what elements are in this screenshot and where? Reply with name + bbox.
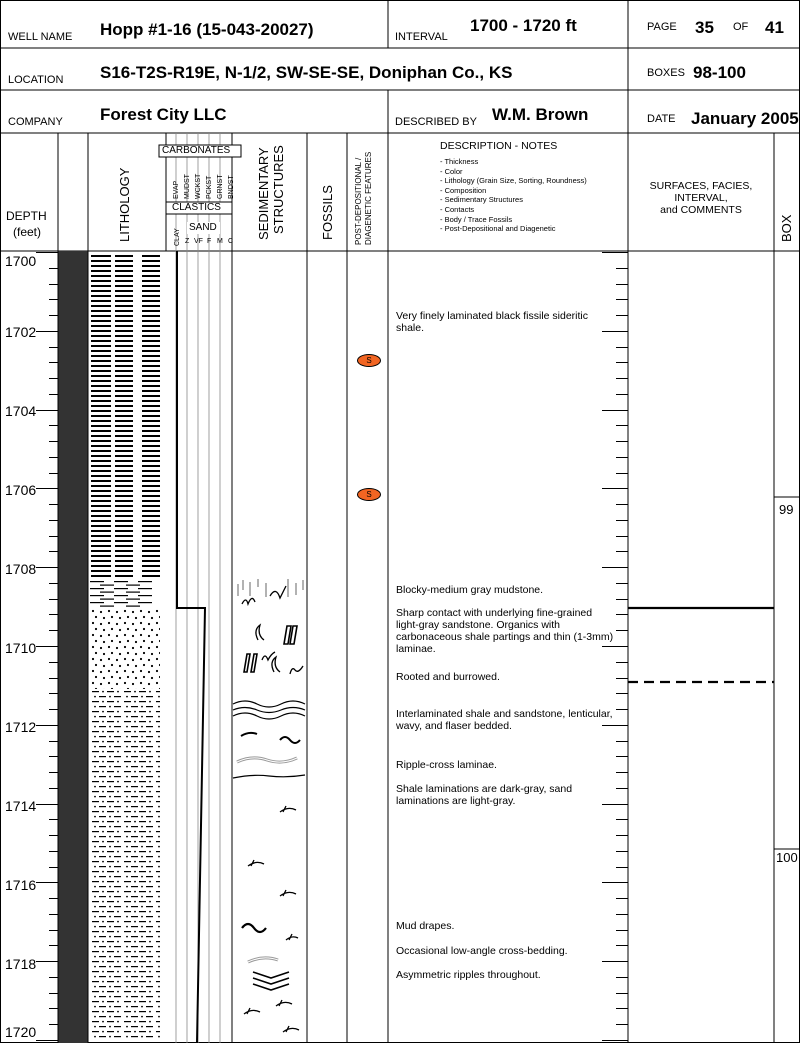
sed-structures-header-2: STRUCTURES	[271, 145, 286, 234]
description-note: Shale laminations are dark-gray, sand laminations are light-gray.	[396, 783, 573, 807]
depth-label: 1704	[5, 403, 37, 419]
depth-label: 1708	[5, 561, 37, 577]
description-note: Very finely laminated black fissile sideritic shale.	[396, 310, 588, 334]
sed-structures-header: SEDIMENTARY	[256, 147, 271, 240]
guide-item: - Contacts	[440, 204, 475, 214]
siderite-marker	[357, 354, 381, 367]
grain-size-m: M	[217, 238, 223, 245]
of-label: OF	[733, 21, 749, 33]
described-by-value: W.M. Brown	[492, 105, 589, 124]
guide-item: - Thickness	[440, 157, 479, 166]
description-guide	[440, 157, 587, 234]
guide-item: - Composition	[440, 185, 487, 195]
description-note: Blocky-medium gray mudstone.	[396, 584, 544, 596]
description-note: Ripple-cross laminae.	[396, 759, 497, 771]
guide-item: - Post-Depositional and Diagenetic	[440, 224, 556, 234]
date-label: DATE	[647, 113, 676, 125]
grain-size-z: Z	[185, 238, 190, 245]
description-header: DESCRIPTION - NOTES	[440, 140, 558, 152]
description-note: Occasional low-angle cross-bedding.	[396, 945, 568, 957]
fossils-header: FOSSILS	[320, 185, 335, 240]
depth-label: 1716	[5, 877, 37, 893]
box-marker: 100	[776, 850, 798, 865]
grain-size-profile	[177, 251, 205, 1043]
carb-type-wckst: WCKST	[195, 173, 202, 199]
depth-label: 1718	[5, 956, 37, 972]
siderite-marker	[357, 488, 381, 501]
description-note: Sharp contact with underlying fine-grained light-gray sandstone. Organics with carbonaceous shale partings and thin (1-3mm) laminae.	[396, 607, 614, 655]
surfaces-header-line: SURFACES, FACIES,	[649, 180, 753, 192]
location-label: LOCATION	[8, 74, 64, 86]
page-number: 35	[695, 18, 714, 37]
carb-type-pckst: PCKST	[206, 175, 213, 199]
interval-value: 1700 - 1720 ft	[470, 16, 577, 35]
company-label: COMPANY	[8, 116, 63, 128]
diagenetic-header: DIAGENETIC FEATURES	[364, 151, 373, 245]
lithology-column	[90, 255, 160, 1039]
page-total: 41	[765, 18, 784, 37]
lithology-header: LITHOLOGY	[117, 167, 132, 242]
description-note: Rooted and burrowed.	[396, 671, 500, 683]
depth-label: 1714	[5, 798, 37, 814]
surface-lines	[628, 497, 800, 849]
post-depositional-header: POST-DEPOSITIONAL /	[354, 157, 363, 245]
grain-size-c: C	[228, 238, 234, 245]
depth-label: 1700	[5, 253, 37, 269]
depth-label: 1702	[5, 324, 37, 340]
depth-label: 1706	[5, 482, 37, 498]
sand-label: SAND	[189, 222, 217, 233]
grain-size-vf: VF	[194, 238, 203, 245]
guide-item: - Sedimentary Structures	[440, 195, 523, 205]
depth-unit-header: (feet)	[13, 225, 42, 239]
guide-item: - Body / Trace Fossils	[440, 214, 513, 224]
depth-label: 1710	[5, 640, 37, 656]
carb-type-mudst: MUDST	[184, 174, 191, 199]
guide-item: - Color	[440, 166, 463, 176]
surfaces-header-line: INTERVAL,	[674, 192, 728, 204]
description-note: Interlaminated shale and sandstone, lenticular, wavy, and flaser bedded.	[396, 708, 613, 732]
carbonates-header: CARBONATES	[162, 145, 231, 156]
grain-size-f: F	[207, 238, 212, 245]
depth-label: 1712	[5, 719, 37, 735]
company-value: Forest City LLC	[100, 105, 227, 124]
carb-type-grnst: GRNST	[217, 174, 224, 199]
clastics-header: CLASTICS	[172, 202, 221, 213]
box-header: BOX	[779, 214, 794, 242]
guide-item: - Lithology (Grain Size, Sorting, Roundness)	[440, 176, 587, 186]
description-note: Mud drapes.	[396, 920, 455, 932]
carb-type-evap: EVAP	[173, 180, 180, 199]
clay-label: CLAY	[174, 228, 181, 246]
interval-label: INTERVAL	[395, 31, 448, 43]
surfaces-header	[628, 180, 774, 216]
depth-header: DEPTH	[6, 209, 47, 223]
boxes-value: 98-100	[693, 63, 746, 82]
description-note: Asymmetric ripples throughout.	[396, 969, 541, 981]
depth-scale-ticks	[36, 253, 58, 1041]
box-marker: 99	[779, 502, 794, 517]
surfaces-header-line: and COMMENTS	[660, 204, 742, 216]
well-name-value: Hopp #1-16 (15-043-20027)	[100, 20, 314, 39]
siderite-marker-label: S	[366, 356, 372, 365]
date-value: January 2005	[691, 109, 799, 128]
page-label: PAGE	[647, 21, 677, 33]
boxes-label: BOXES	[647, 67, 685, 79]
siderite-marker-label: S	[366, 490, 372, 499]
core-column-bar	[59, 251, 88, 1043]
sedimentary-structures	[233, 579, 305, 1032]
location-value: S16-T2S-R19E, N-1/2, SW-SE-SE, Doniphan Co., KS	[100, 63, 513, 82]
depth-label: 1720	[5, 1024, 37, 1040]
carb-type-bndst: BNDST	[228, 175, 235, 199]
well-name-label: WELL NAME	[8, 31, 73, 43]
described-by-label: DESCRIBED BY	[395, 116, 477, 128]
